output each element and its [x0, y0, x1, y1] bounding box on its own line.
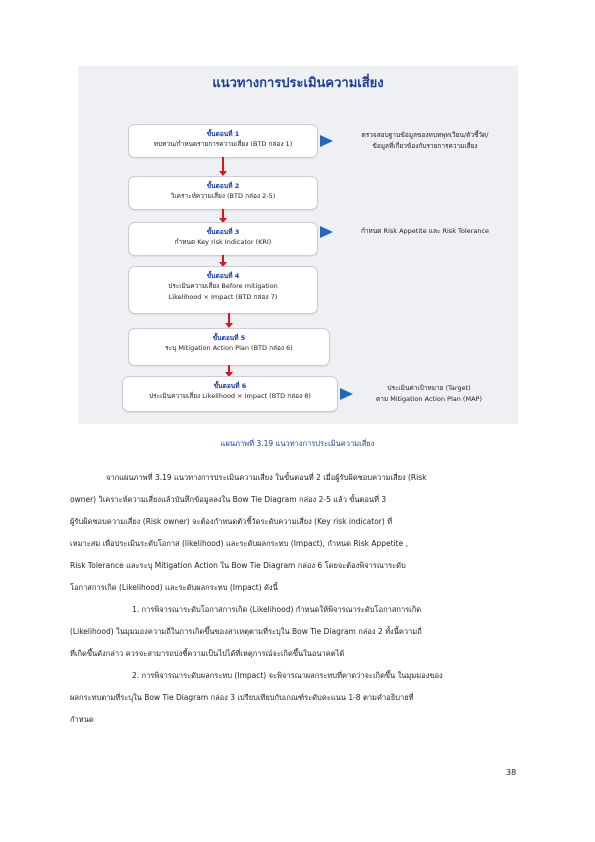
step-5-label: ขั้นตอนที่ 5: [212, 334, 246, 342]
arrow-step3-to-step4: [222, 255, 224, 263]
step-2-box: [128, 176, 318, 210]
step-4-label: ขั้นตอนที่ 4: [206, 272, 240, 280]
body-line-3: ผู้รับผิดชอบความเสี่ยง (Risk owner) จะต้องกำหนดตัวชี้วัดระดับความเสี่ยง (Key risk indicator) ที่: [70, 517, 393, 526]
note-step-6-line-1: ประเมินค่าเป้าหมาย (Target): [387, 384, 471, 392]
figure-caption: แผนภาพที่ 3.19 แนวทางการประเมินความเสี่ยง: [220, 439, 375, 448]
body-text: [70, 467, 526, 731]
note-step-6: [354, 383, 504, 405]
step-4-box: [128, 266, 318, 314]
step-3-box: [128, 222, 318, 256]
body-line-12: กำหนด: [70, 715, 94, 724]
step-5-text: ระบุ Mitigation Action Plan (BTD กล่อง 6): [165, 344, 293, 352]
arrow-step5-to-step6: [228, 365, 230, 373]
side-arrow-step-1: [320, 135, 333, 147]
arrow-step2-to-step3: [222, 209, 224, 219]
step-6-text: ประเมินความเสี่ยง Likelihood × Impact (BTD กล่อง 8): [149, 392, 311, 400]
side-arrow-step-6: [340, 388, 353, 400]
body-line-10: 2. การพิจารณาระดับผลกระทบ (Impact) จะพิจารณาผลกระทบที่คาดว่าจะเกิดขึ้น ในมุมมองของ: [132, 671, 443, 680]
body-line-5: Risk Tolerance และระบุ Mitigation Action ใน Bow Tie Diagram กล่อง 6 โดยจะต้องพิจารณาระดับ: [70, 561, 406, 570]
note-step-3-line-1: กำหนด Risk Appetite และ Risk Tolerance: [360, 227, 490, 235]
note-step-1: [336, 130, 514, 152]
step-1-label: ขั้นตอนที่ 1: [206, 130, 240, 138]
body-line-1: จากแผนภาพที่ 3.19 แนวทางการประเมินความเสี่ยง ในขั้นตอนที่ 2 เมื่อผู้รับผิดชอบความเสี่ยง (Risk: [106, 473, 427, 482]
page-number: 38: [506, 768, 517, 777]
step-5-box: [128, 328, 330, 366]
side-arrow-step-3: [320, 226, 333, 238]
body-line-8: (Likelihood) ในมุมมองความถี่ในการเกิดขึ้นของสาเหตุตามที่ระบุใน Bow Tie Diagram กล่อง 2 ทั้งนี้ความถี่: [70, 627, 422, 636]
note-step-1-line-2: ข้อมูลที่เกี่ยวข้องกับรายการความเสี่ยง: [372, 142, 478, 150]
step-6-label: ขั้นตอนที่ 6: [213, 382, 247, 390]
step-3-text: กำหนด Key risk Indicator (KRI): [174, 238, 272, 246]
arrow-step1-to-step2: [222, 157, 224, 172]
step-2-text: วิเคราะห์ความเสี่ยง (BTD กล่อง 2-5): [170, 192, 276, 200]
body-line-4: เหมาะสม เพื่อประเมินระดับโอกาส (likelihood) และระดับผลกระทบ (Impact), กำหนด Risk Appetite ,: [70, 539, 408, 548]
note-step-1-line-1: ตรวจสอบฐานข้อมูลของทบทพุทเวียน/ตัวชี้วัด/: [361, 131, 489, 139]
step-4-text-line-2: Likelihood × Impact (BTD กล่อง 7): [168, 293, 278, 301]
step-2-label: ขั้นตอนที่ 2: [206, 182, 240, 190]
risk-assessment-flowchart: [78, 66, 518, 424]
body-line-2: owner) วิเคราะห์ความเสี่ยงแล้วบันทึกข้อมูลลงใน Bow Tie Diagram กล่อง 2-5 แล้ว ขั้นตอนที่ 3: [70, 495, 387, 504]
step-3-label: ขั้นตอนที่ 3: [206, 228, 240, 236]
step-4-text-line-1: ประเมินความเสี่ยง Before mitigation: [168, 282, 278, 290]
step-6-box: [122, 376, 338, 412]
note-step-3: [336, 226, 514, 237]
body-line-6: โอกาสการเกิด (Likelihood) และระดับผลกระทบ (Impact) ดังนี้: [70, 583, 278, 592]
step-1-box: [128, 124, 318, 158]
arrow-step4-to-step5: [228, 313, 230, 324]
step-1-text: ทบทวน/กำหนดรายการความเสี่ยง (BTD กล่อง 1): [153, 140, 293, 148]
note-step-6-line-2: ตาม Mitigation Action Plan (MAP): [376, 395, 482, 403]
body-line-11: ผลกระทบตามที่ระบุใน Bow Tie Diagram กล่อง 3 เปรียบเทียบกับเกณฑ์ระดับคะแนน 1-8 ตามคำอธิบายที่: [70, 693, 414, 702]
body-line-7: 1. การพิจารณาระดับโอกาสการเกิด (Likelihood) กำหนดให้พิจารณาระดับโอกาสการเกิด: [132, 605, 422, 614]
body-line-9: ที่เกิดขึ้นดังกล่าว ควรจะสามารถบ่งชี้ความเป็นไปได้ที่เหตุการณ์จะเกิดขึ้นในอนาคตได้: [70, 649, 345, 658]
figure-title: แนวทางการประเมินความเสี่ยง: [212, 76, 384, 91]
